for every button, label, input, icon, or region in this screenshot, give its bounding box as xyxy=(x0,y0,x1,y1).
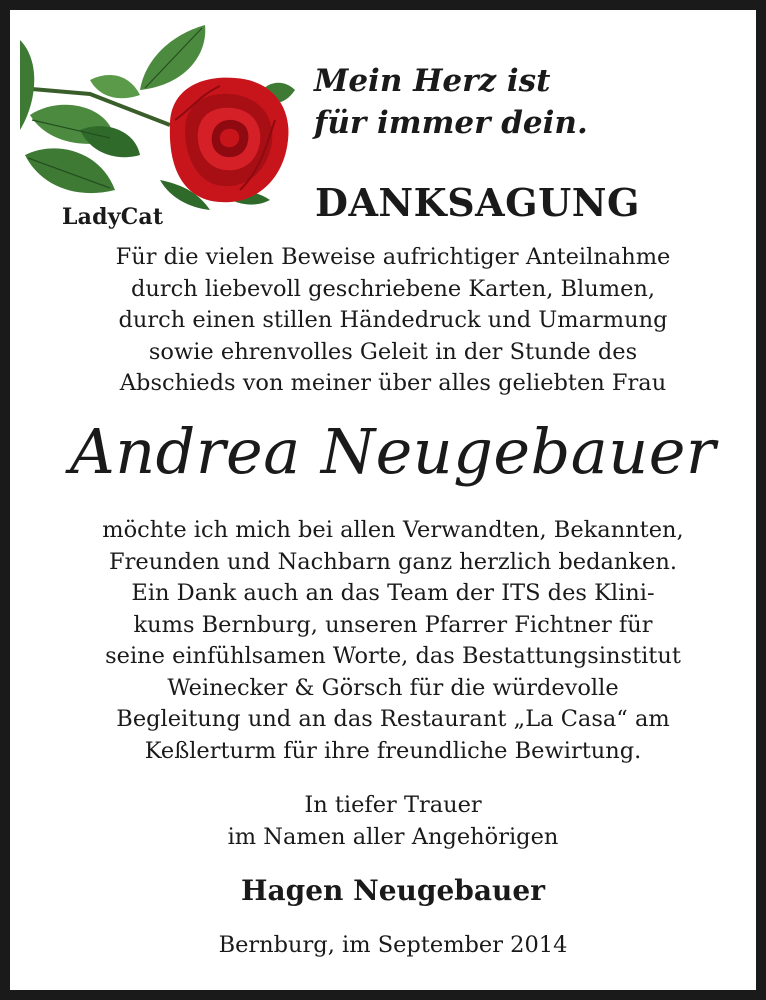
motto-line: Mein Herz ist xyxy=(314,63,551,99)
mourning-line: im Namen aller Angehörigen xyxy=(227,824,559,850)
text-line: Freunden und Nachbarn ganz herzlich bedanken. xyxy=(109,548,677,575)
text-line: sowie ehrenvolles Geleit in der Stunde des xyxy=(148,338,638,365)
mourning-block xyxy=(50,789,736,853)
signer-name: Hagen Neugebauer xyxy=(241,874,545,907)
text-line: Abschieds von meiner über alles geliebten Frau xyxy=(119,370,667,396)
page-title: DANKSAGUNG xyxy=(315,180,640,225)
text-line: Begleitung und an das Restaurant „La Casa“ am xyxy=(116,706,670,732)
motto-line: für immer dein. xyxy=(314,105,588,141)
deceased-name: Andrea Neugebauer xyxy=(69,415,717,488)
text-line: durch einen stillen Händedruck und Umarmung xyxy=(118,307,668,333)
text-line: Keßlerturm für ihre freundliche Bewirtung. xyxy=(144,737,642,764)
text-line: Ein Dank auch an das Team der ITS des Klini- xyxy=(131,580,655,606)
mourning-line: In tiefer Trauer xyxy=(304,792,482,818)
rose-bloom xyxy=(170,78,289,203)
leaf-shape xyxy=(25,148,115,193)
text-line: Weinecker & Görsch für die würdevolle xyxy=(167,674,619,701)
motto xyxy=(314,60,734,144)
intro-paragraph xyxy=(50,242,736,400)
text-line: seine einfühlsamen Worte, das Bestattungsinstitut xyxy=(105,643,681,669)
text-line: durch liebevoll geschriebene Karten, Blumen, xyxy=(130,275,656,302)
text-line: kums Bernburg, unseren Pfarrer Fichtner für xyxy=(133,611,653,638)
place-date: Bernburg, im September 2014 xyxy=(218,932,568,958)
leaf-shape xyxy=(80,126,140,157)
text-line: möchte ich mich bei allen Verwandten, Bekannten, xyxy=(102,517,684,543)
thanks-paragraph xyxy=(50,515,736,767)
rose-image xyxy=(20,20,300,215)
watermark-label: LadyCat xyxy=(62,204,164,230)
text-line: Für die vielen Beweise aufrichtiger Anteilnahme xyxy=(115,244,671,270)
